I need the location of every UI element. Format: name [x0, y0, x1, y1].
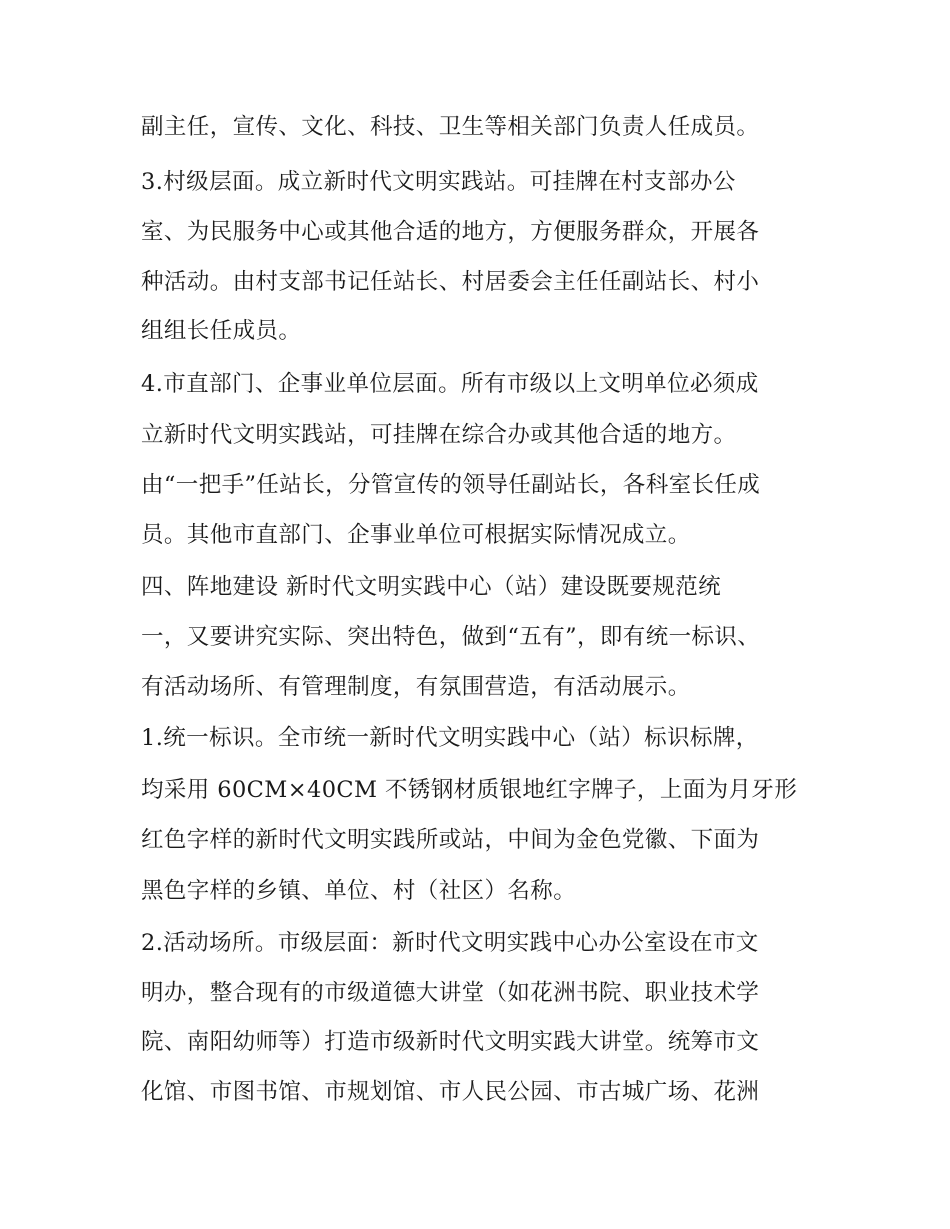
text-line: 化馆、市图书馆、市规划馆、市人民公园、市古城广场、花洲 [141, 1079, 760, 1105]
text-line: 均采用 60CM×40CM 不锈钢材质银地红字牌子，上面为月牙形 [141, 777, 798, 803]
text-line: 副主任，宣传、文化、科技、卫生等相关部门负责人任成员。 [141, 114, 760, 140]
text-line: 四、阵地建设 新时代文明实践中心（站）建设既要规范统 [141, 574, 722, 600]
text-line: 2.活动场所。市级层面：新时代文明实践中心办公室设在市文 [141, 930, 759, 956]
text-line: 黑色字样的乡镇、单位、村（社区）名称。 [141, 878, 577, 904]
text-line: 院、南阳幼师等）打造市级新时代文明实践大讲堂。统筹市文 [141, 1029, 760, 1055]
text-line: 员。其他市直部门、企事业单位可根据实际情况成立。 [141, 522, 691, 548]
text-line: 一，又要讲究实际、突出特色，做到“五有”，即有统一标识、 [141, 624, 761, 650]
text-line: 组组长任成员。 [141, 318, 302, 344]
text-line: 立新时代文明实践站，可挂牌在综合办或其他合适的地方。 [141, 422, 737, 448]
text-line: 4.市直部门、企事业单位层面。所有市级以上文明单位必须成 [141, 371, 759, 397]
text-line: 室、为民服务中心或其他合适的地方，方便服务群众，开展各 [141, 219, 760, 245]
text-line: 有活动场所、有管理制度，有氛围营造，有活动展示。 [141, 674, 691, 700]
text-line: 由“一把手”任站长，分管宣传的领导任副站长，各科室长任成 [141, 472, 761, 498]
text-line: 红色字样的新时代文明实践所或站，中间为金色党徽、下面为 [141, 827, 760, 853]
text-line: 1.统一标识。全市统一新时代文明实践中心（站）标识标牌， [141, 725, 759, 751]
text-line: 明办，整合现有的市级道德大讲堂（如花洲书院、职业技术学 [141, 980, 760, 1006]
text-line: 3.村级层面。成立新时代文明实践站。可挂牌在村支部办公 [141, 169, 736, 195]
text-line: 种活动。由村支部书记任站长、村居委会主任任副站长、村小 [141, 269, 760, 295]
